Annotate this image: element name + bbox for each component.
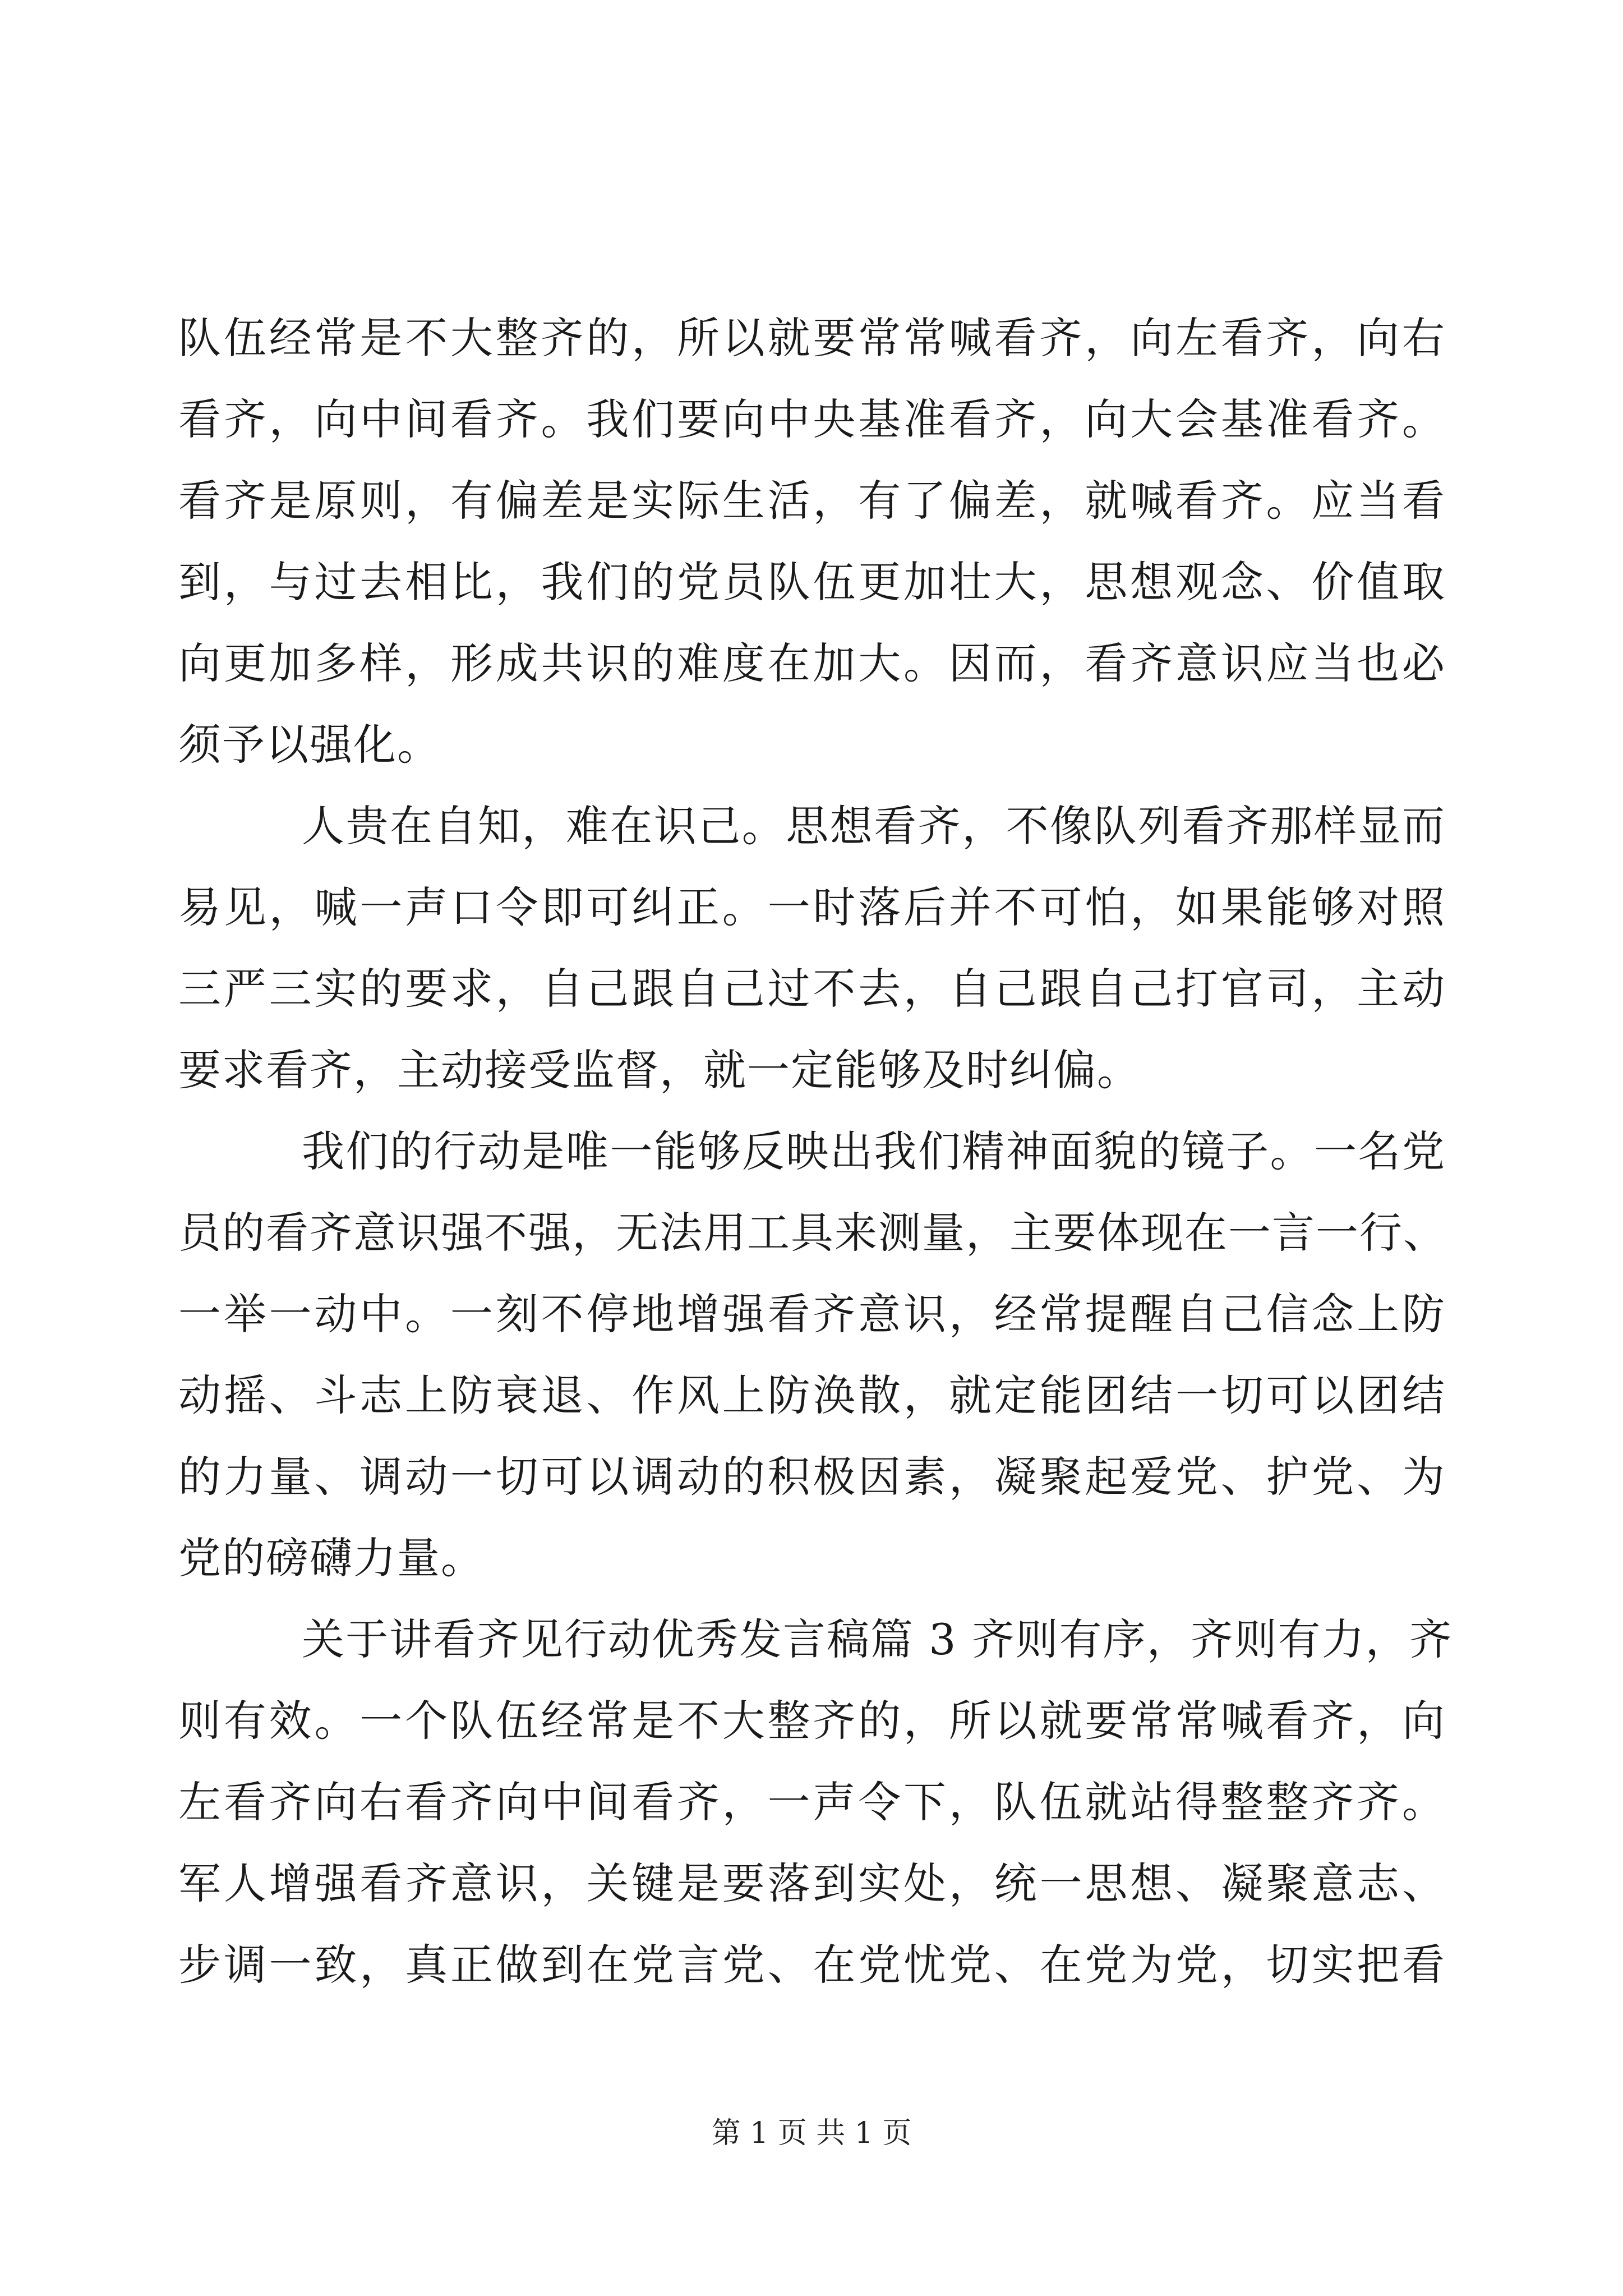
text-line: 看齐是原则，有偏差是实际生活，有了偏差，就喊看齐。应当看	[178, 476, 1446, 526]
text-line: 我们的行动是唯一能够反映出我们精神面貌的镜子。一名党	[302, 1126, 1446, 1176]
text-line: 的力量、调动一切可以调动的积极因素，凝聚起爱党、护党、为	[178, 1452, 1446, 1502]
text-line: 人贵在自知，难在识己。思想看齐，不像队列看齐那样显而	[302, 801, 1446, 851]
text-line: 关于讲看齐见行动优秀发言稿篇 3 齐则有序，齐则有力，齐	[302, 1614, 1453, 1664]
text-line: 须予以强化。	[178, 720, 441, 770]
text-line: 要求看齐，主动接受监督，就一定能够及时纠偏。	[178, 1045, 1141, 1095]
text-line: 到，与过去相比，我们的党员队伍更加壮大，思想观念、价值取	[178, 557, 1446, 607]
text-line: 向更加多样，形成共识的难度在加大。因而，看齐意识应当也必	[178, 638, 1446, 688]
text-line: 则有效。一个队伍经常是不大整齐的，所以就要常常喊看齐，向	[178, 1696, 1446, 1746]
document-body	[178, 297, 1453, 2005]
text-line: 步调一致，真正做到在党言党、在党忧党、在党为党，切实把看	[178, 1940, 1446, 1990]
text-line: 三严三实的要求，自己跟自己过不去，自己跟自己打官司，主动	[178, 964, 1446, 1014]
text-line: 左看齐向右看齐向中间看齐，一声令下，队伍就站得整整齐齐。	[178, 1777, 1446, 1827]
text-line: 易见，喊一声口令即可纠正。一时落后并不可怕，如果能够对照	[178, 882, 1446, 932]
text-line: 动摇、斗志上防衰退、作风上防涣散，就定能团结一切可以团结	[178, 1370, 1446, 1420]
text-line: 一举一动中。一刻不停地增强看齐意识，经常提醒自己信念上防	[178, 1289, 1446, 1339]
text-line: 军人增强看齐意识，关键是要落到实处，统一思想、凝聚意志、	[178, 1858, 1446, 1908]
text-line: 党的磅礴力量。	[178, 1533, 485, 1583]
text-line: 员的看齐意识强不强，无法用工具来测量，主要体现在一言一行、	[178, 1208, 1447, 1258]
page-number-footer: 第 1 页 共 1 页	[711, 2116, 912, 2150]
text-line: 看齐，向中间看齐。我们要向中央基准看齐，向大会基准看齐。	[178, 394, 1446, 444]
text-line: 队伍经常是不大整齐的，所以就要常常喊看齐，向左看齐，向右	[178, 313, 1446, 363]
